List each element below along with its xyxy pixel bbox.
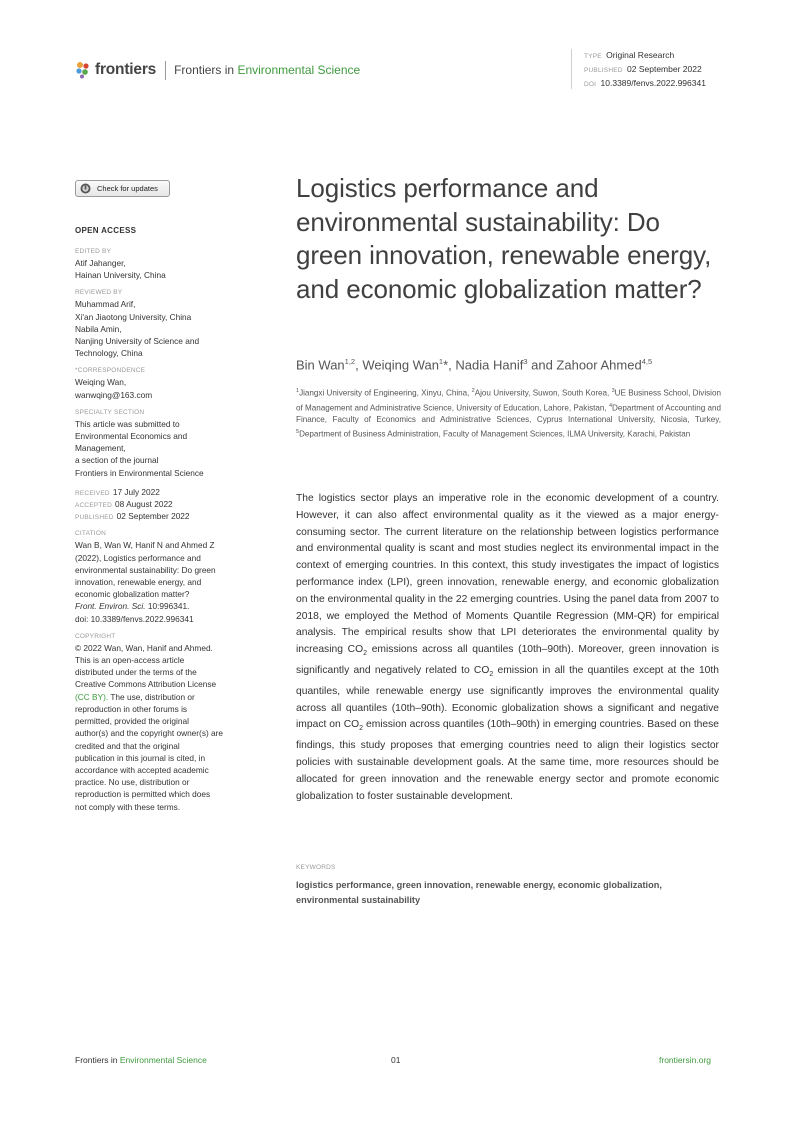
dates-block	[75, 486, 250, 523]
cc-by-link[interactable]: (CC BY).	[75, 691, 109, 702]
author-name: Nadia Hanif	[455, 357, 524, 373]
published-date: PUBLISHED 02 September 2022	[75, 511, 190, 522]
update-check-icon	[80, 183, 91, 194]
author-name: Zahoor Ahmed	[556, 357, 642, 373]
article-title: Logistics performance and environmental sustainability: Do green innovation, renewable energy, and economic globalization matter?	[296, 173, 712, 304]
keywords-label: KEYWORDS	[296, 864, 336, 871]
article-type: TYPE Original Research	[584, 50, 675, 60]
affiliations: $^1$Jiangxi University of Engineering, Xinyu, China, $^2$Ajou University, Suwon, South Korea, $^3$UE Business School, Division of Management and Administrative Science, University of Education, Lahore, Pakistan, $^4$Department of Accounting and Finance, Faculty of Economics and Administrative Sciences, Cyprus International University, Nicosia, Turkey, $^5$Department of Business Administration, Faculty of Management Sciences, ILMA University, Karachi, Pakistan	[296, 388, 721, 440]
journal-name: Frontiers in Environmental Science	[174, 63, 361, 77]
copyright-block: COPYRIGHT © 2022 Wan, Wan, Hanif and Ahmed. This is an open-access article distributed under the terms of the Creative Commons Attribution License (CC BY). The use, distribution or reproduction in other forums is permitted, provided the original author(s) and the copyright owner(s) are credited and that the original publication in this journal is cited, in accordance with accepted academic practice. No use, distribution or reproduction is permitted which does not comply with these terms.	[75, 632, 250, 813]
abstract: The logistics sector plays an imperative role in the economic development of a country. However, it can also affect environmental quality as it the viewed as a major energy-consuming sector. The current literature on the relationship between logistics performance and environmental quality is scant and most studies neglect its environmental impact in the context of emerging countries. In this context, this study investigates the impact of logistics performance index (LPI), green innovation, renewable energy, and economic globalization on the environmental quality in the 22 emerging countries. Using the panel data from 2007 to 2018, we employed the Method of Moments Quantile Regression (MM-QR) for empirical analysis. The empirical results show that LPI deteriorates the environmental quality by increasing $CO_2$ emissions across all quantiles (10th–90th). Moreover, green innovation is significantly and negatively related to $CO_2$ emission in all the quantiles except at the 10th quantiles, while renewable energy use significantly improves the environmental quality across all quantiles (10th–90th). Economic globalization shows a significant and negative impact on $CO_2$ emission across quantiles (10th–90th) in emerging countries. Based on these findings, this study proposes that emerging countries need to align their logistics sector policies with sustainable development goals. At the same time, more resources should be allocated for green innovation and the renewable energy sector and promote economic globalization to foster sustainable development.	[296, 493, 720, 802]
cc-license-link[interactable]: Creative Commons Attribution License	[75, 679, 217, 690]
footer-site-link[interactable]: frontiersin.org	[659, 1055, 711, 1065]
author-name: Weiqing Wan	[362, 357, 439, 373]
citation-block: CITATION Wan B, Wan W, Hanif N and Ahmed Z (2022), Logistics performance and environmental sustainability: Do green innovation, renewable energy, and economic globalization matter? Front. Environ. Sci. 10:996341. doi: 10.3389/fenvs.2022.996341	[75, 530, 216, 624]
article-doi: DOI 10.3389/fenvs.2022.996341	[584, 78, 706, 88]
header-divider	[165, 61, 166, 80]
sidebar	[75, 226, 250, 820]
open-access-label: OPEN ACCESS	[75, 226, 137, 235]
frontiers-logo-icon	[75, 61, 91, 79]
author-name: Bin Wan	[296, 357, 345, 373]
received-date: RECEIVED 17 July 2022	[75, 486, 160, 497]
reviewed-by-block: REVIEWED BY Muhammad Arif, Xi'an Jiaotong University, China Nabila Amin, Nanjing University of Science and Technology, China	[75, 289, 200, 359]
page-number: 01	[391, 1055, 401, 1065]
keywords: logistics performance, green innovation, renewable energy, economic globalization, environmental sustainability	[296, 880, 662, 905]
author-list: Bin Wan$^{1,2}$, Weiqing Wan$^1$*, Nadia Hanif$^3$ and Zahoor Ahmed$^{4,5}$	[296, 357, 653, 373]
specialty-section-block: SPECIALTY SECTION This article was submitted to Environmental Economics and Management, a section of the journal Frontiers in Environmental Science	[75, 408, 204, 478]
article-meta	[571, 49, 706, 89]
brand-wordmark: frontiers	[95, 61, 157, 78]
correspondence-block: *CORRESPONDENCE Weiqing Wan, wanwqing@163.com	[75, 366, 250, 400]
publish-date: PUBLISHED 02 September 2022	[584, 64, 702, 74]
journal-header	[75, 60, 360, 80]
check-for-updates-label: Check for updates	[97, 184, 158, 193]
edited-by-block: EDITED BY Atif Jahanger, Hainan University, China	[75, 248, 166, 281]
footer-journal: Frontiers in Environmental Science	[75, 1055, 207, 1065]
correspondence-email[interactable]: wanwqing@163.com	[75, 389, 153, 400]
check-for-updates-button[interactable]	[75, 180, 170, 197]
accepted-date: ACCEPTED 08 August 2022	[75, 499, 173, 510]
